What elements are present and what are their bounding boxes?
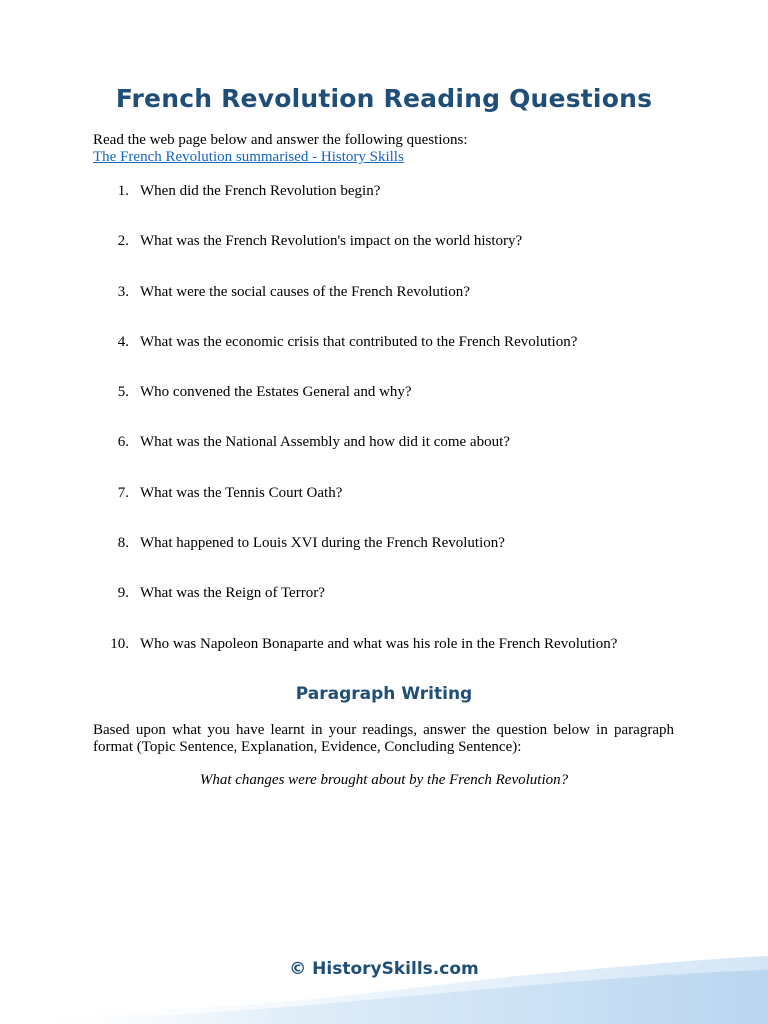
- footer-copyright: © HistorySkills.com: [289, 959, 479, 979]
- question-item: [93, 283, 683, 333]
- question-item: [93, 383, 683, 433]
- question-text: When did the French Revolution begin?: [140, 183, 381, 199]
- paragraph-instructions: Based upon what you have learnt in your readings, answer the question below in paragraph format (Topic Sentence, Explanation, Evidence, Concluding Sentence):: [93, 722, 674, 755]
- question-item: [93, 433, 683, 483]
- question-number: 3.: [117, 283, 129, 300]
- question-text: What was the Tennis Court Oath?: [140, 484, 343, 501]
- paragraph-writing-heading: Paragraph Writing: [295, 684, 473, 704]
- question-text: What happened to Louis XVI during the French Revolution?: [140, 535, 505, 552]
- question-item: [93, 333, 683, 383]
- question-number: 9.: [117, 585, 129, 602]
- question-number: 7.: [117, 484, 129, 501]
- question-number: 10.: [110, 635, 129, 652]
- question-item: [93, 232, 683, 282]
- question-item: [93, 182, 683, 232]
- question-text: What was the French Revolution's impact on the world history?: [140, 233, 523, 250]
- intro-block: [93, 132, 683, 166]
- question-number: 8.: [117, 535, 129, 552]
- question-item: [93, 484, 683, 534]
- question-item: [93, 635, 683, 685]
- questions-list: [93, 182, 683, 685]
- question-item: [93, 534, 683, 584]
- question-text: Who was Napoleon Bonaparte and what was his role in the French Revolution?: [140, 635, 618, 652]
- page-title: French Revolution Reading Questions: [115, 84, 653, 113]
- question-text: What was the economic crisis that contributed to the French Revolution?: [140, 333, 578, 350]
- question-number: 6.: [117, 434, 129, 451]
- question-text: Who convened the Estates General and why?: [140, 384, 412, 401]
- question-number: 5.: [117, 384, 129, 401]
- question-text: What was the National Assembly and how did it come about?: [140, 434, 510, 451]
- question-item: [93, 584, 683, 634]
- source-link[interactable]: The French Revolution summarised - History Skills: [93, 149, 404, 165]
- question-number: 2.: [117, 233, 129, 250]
- question-text: What were the social causes of the French Revolution?: [140, 283, 470, 300]
- intro-instruction: Read the web page below and answer the following questions:: [93, 132, 468, 148]
- question-number: 1.: [117, 183, 129, 199]
- question-text: What was the Reign of Terror?: [140, 585, 325, 602]
- essay-prompt: What changes were brought about by the French Revolution?: [199, 772, 569, 788]
- question-number: 4.: [117, 333, 129, 350]
